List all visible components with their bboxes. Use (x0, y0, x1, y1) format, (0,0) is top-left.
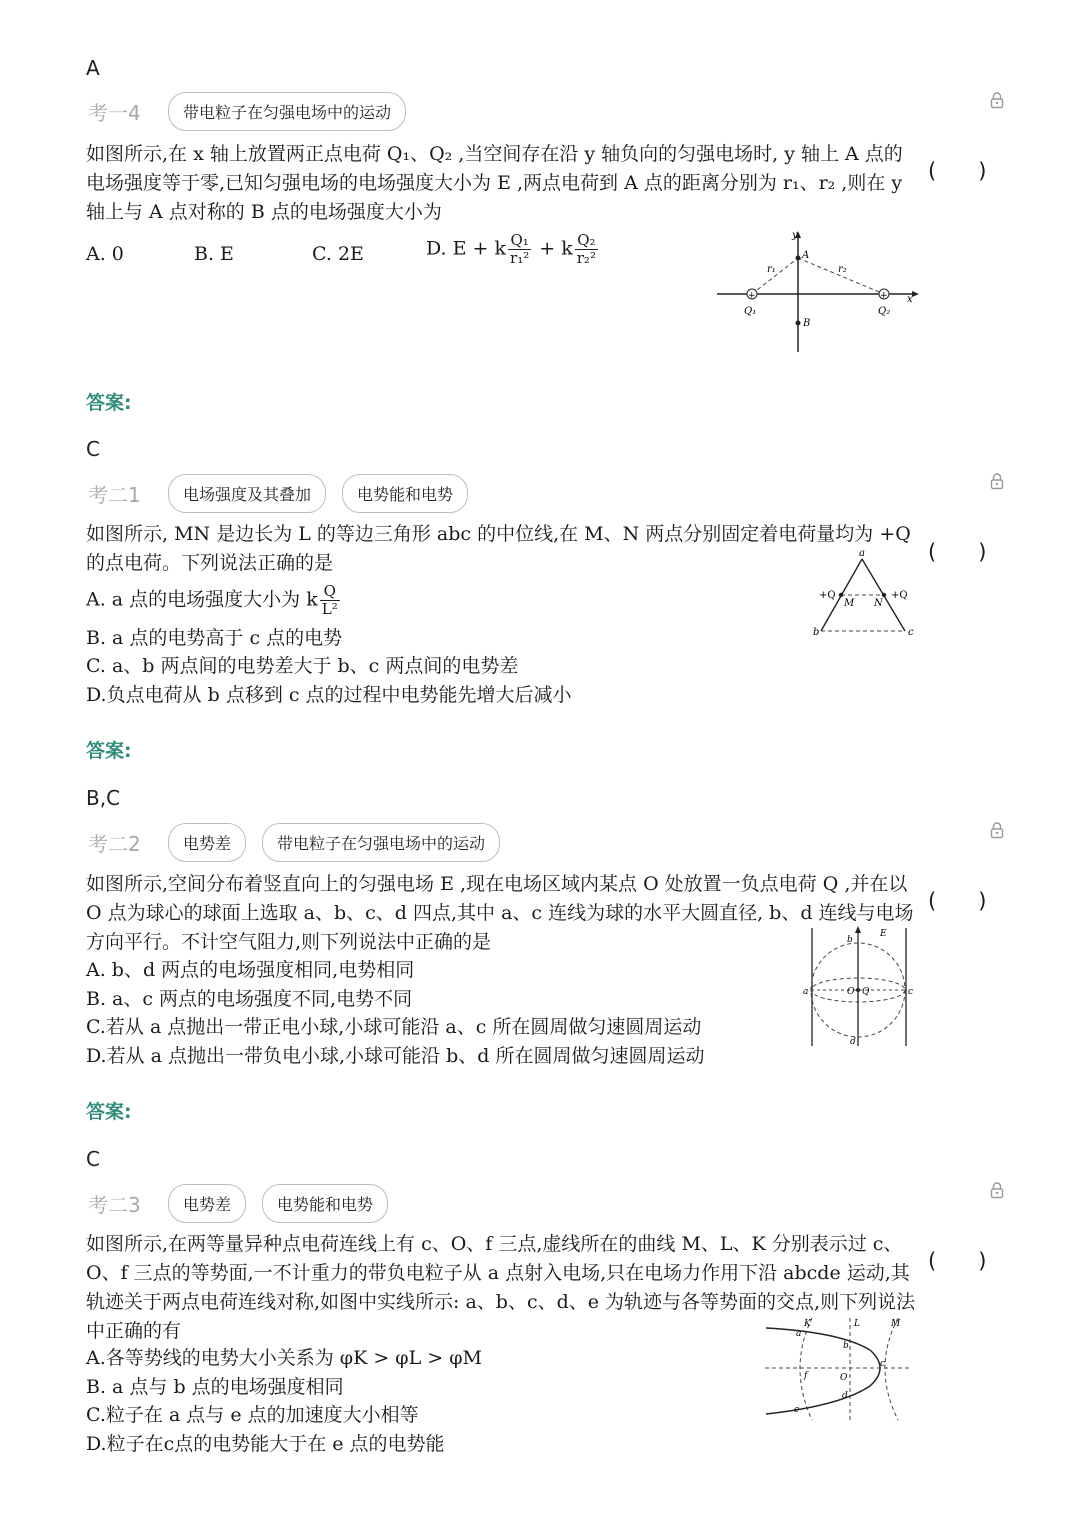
question-code: 考二1 (88, 482, 141, 507)
svg-text:c: c (908, 627, 914, 637)
answer-blank[interactable]: ( ) (928, 889, 987, 913)
svg-text:M: M (844, 598, 855, 609)
svg-text:M: M (891, 1319, 901, 1329)
svg-text:A: A (802, 250, 810, 261)
question-header (88, 93, 422, 129)
knowledge-tag[interactable]: 电势差 (168, 1184, 246, 1223)
fraction-q2-r2: $\frac{\text{Q₂}}{\text{r₂²}}$ (576, 231, 596, 267)
svg-text:O: O (840, 1373, 848, 1383)
lock-icon[interactable] (989, 821, 1005, 839)
knowledge-tag[interactable]: 电势差 (168, 823, 246, 862)
question-stem: 如图所示,在两等量异种点电荷连线上有 c、O、f 三点,虚线所在的曲线 M、L、K 分别表示过 c、O、f 三点的等势面,一不计重力的带负电粒子从 a 点射入电场,只在电场力作用下沿 abcde 运动,其轨迹关于两点电荷连线对称,如图中实线所示: a、b、c、d、e 为轨迹与各等势面的交点,则下列说法中正确的有 (86, 1233, 916, 1342)
answer-value: B,C (86, 786, 121, 810)
answer-blank[interactable]: ( ) (928, 1249, 987, 1273)
question-stem: 如图所示,在 x 轴上放置两正点电荷 Q₁、Q₂ ,当空间存在沿 y 轴负向的匀强电场时, y 轴上 A 点的电场强度等于零,已知匀强电场的电场强度大小为 E ,两点电荷到 A 点的距离分别为 r₁、r₂ ,则在 y 轴上与 A 点对称的 B 点的电场强度大小为 (86, 143, 903, 223)
svg-text:B: B (803, 318, 811, 329)
figure-point-charges (712, 228, 922, 356)
svg-text:+Q: +Q (819, 590, 836, 601)
question-header (88, 1185, 404, 1221)
svg-text:+Q: +Q (891, 590, 908, 601)
svg-text:y: y (792, 230, 798, 241)
option-d[interactable]: D. E + k $\frac{\text{Q₁}}{\text{r₁²}}$ + k $\frac{\text{Q₂}}{\text{r₂²}}$ (426, 231, 596, 267)
answer-label: 答案: (86, 1101, 132, 1123)
svg-text:c: c (880, 1359, 886, 1369)
svg-text:r₂: r₂ (838, 264, 847, 275)
svg-text:e: e (794, 1405, 800, 1415)
answer-value: C (86, 1147, 100, 1171)
knowledge-tag[interactable]: 带电粒子在匀强电场中的运动 (168, 92, 406, 131)
answer-label: 答案: (86, 740, 132, 762)
svg-text:+: + (748, 291, 756, 301)
svg-text:b: b (843, 1341, 849, 1351)
figure-triangle (810, 545, 920, 637)
question-header (88, 824, 516, 860)
lock-icon[interactable] (989, 472, 1005, 490)
option-b[interactable]: B. a 点的电势高于 c 点的电势 (86, 627, 343, 649)
question-code: 考二3 (88, 1192, 141, 1217)
svg-text:a: a (796, 1329, 802, 1339)
question-header (88, 475, 484, 511)
svg-text:d: d (842, 1391, 848, 1401)
svg-text:+: + (880, 291, 888, 301)
knowledge-tag[interactable]: 电势能和电势 (262, 1184, 388, 1223)
svg-text:Q₁: Q₁ (744, 306, 757, 317)
svg-text:c: c (908, 987, 914, 997)
svg-text:r₁: r₁ (767, 264, 776, 275)
option-b[interactable]: B. a 点与 b 点的电场强度相同 (86, 1376, 344, 1398)
question-code: 考一4 (88, 100, 141, 125)
svg-text:b: b (813, 627, 820, 637)
figure-sphere (800, 924, 915, 1050)
lock-icon[interactable] (989, 1181, 1005, 1199)
option-a[interactable]: A. a 点的电场强度大小为 k $\frac{Q}{\text{L²}}$ (86, 582, 338, 618)
option-a[interactable]: A. b、d 两点的电场强度相同,电势相同 (86, 959, 415, 981)
figure-equipotential (760, 1314, 916, 1424)
svg-text:Q₂: Q₂ (878, 306, 891, 317)
svg-text:N: N (874, 598, 883, 609)
fraction-q-l2: $\frac{Q}{\text{L²}}$ (321, 582, 338, 618)
svg-text:x: x (907, 294, 913, 305)
previous-answer: A (86, 56, 100, 80)
svg-text:f: f (804, 1371, 808, 1381)
svg-text:Q: Q (862, 987, 870, 997)
svg-text:K: K (804, 1319, 811, 1329)
option-c[interactable]: C. 2E (312, 243, 364, 265)
option-c[interactable]: C. a、b 两点间的电势差大于 b、c 两点间的电势差 (86, 655, 519, 677)
svg-text:a: a (859, 548, 865, 559)
option-b[interactable]: B. E (194, 243, 234, 265)
option-d-lead: D. E + k (426, 237, 507, 260)
svg-text:E: E (880, 929, 887, 939)
question-stem: 如图所示,空间分布着竖直向上的匀强电场 E ,现在电场区域内某点 O 处放置一负点电荷 Q ,并在以 O 点为球心的球面上选取 a、b、c、d 四点,其中 a、c 连线为球的水平大圆直径, b、d 连线与电场方向平行。不计空气阻力,则下列说法中正确的是 (86, 873, 914, 953)
svg-text:L: L (854, 1319, 860, 1329)
lock-icon[interactable] (989, 91, 1005, 109)
option-d[interactable]: D.负点电荷从 b 点移到 c 点的过程中电势能先增大后减小 (86, 684, 572, 706)
question-stem: 如图所示, MN 是边长为 L 的等边三角形 abc 的中位线,在 M、N 两点分别固定着电荷量均为 +Q 的点电荷。下列说法正确的是 (86, 523, 911, 574)
option-d[interactable]: D.粒子在c点的电势能大于在 e 点的电势能 (86, 1433, 445, 1455)
knowledge-tag[interactable]: 电场强度及其叠加 (168, 474, 326, 513)
question-code: 考二2 (88, 831, 141, 856)
option-c[interactable]: C.若从 a 点抛出一带正电小球,小球可能沿 a、c 所在圆周做匀速圆周运动 (86, 1016, 702, 1038)
option-d[interactable]: D.若从 a 点抛出一带负电小球,小球可能沿 b、d 所在圆周做匀速圆周运动 (86, 1045, 705, 1067)
answer-blank[interactable]: ( ) (928, 540, 987, 564)
svg-text:b: b (847, 935, 853, 945)
option-b[interactable]: B. a、c 两点的电场强度不同,电势不同 (86, 988, 413, 1010)
option-a[interactable]: A. 0 (86, 243, 124, 265)
option-c[interactable]: C.粒子在 a 点与 e 点的加速度大小相等 (86, 1404, 419, 1426)
option-a[interactable]: A.各等势线的电势大小关系为 φK > φL > φM (86, 1347, 482, 1369)
knowledge-tag[interactable]: 电势能和电势 (342, 474, 468, 513)
knowledge-tag[interactable]: 带电粒子在匀强电场中的运动 (262, 823, 500, 862)
svg-text:a: a (803, 987, 809, 997)
answer-blank[interactable]: ( ) (928, 159, 987, 183)
svg-text:d: d (850, 1037, 856, 1047)
answer-label: 答案: (86, 392, 132, 414)
answer-value: C (86, 437, 100, 461)
fraction-q1-r1: $\frac{\text{Q₁}}{\text{r₁²}}$ (510, 231, 530, 267)
svg-text:O: O (847, 987, 855, 997)
